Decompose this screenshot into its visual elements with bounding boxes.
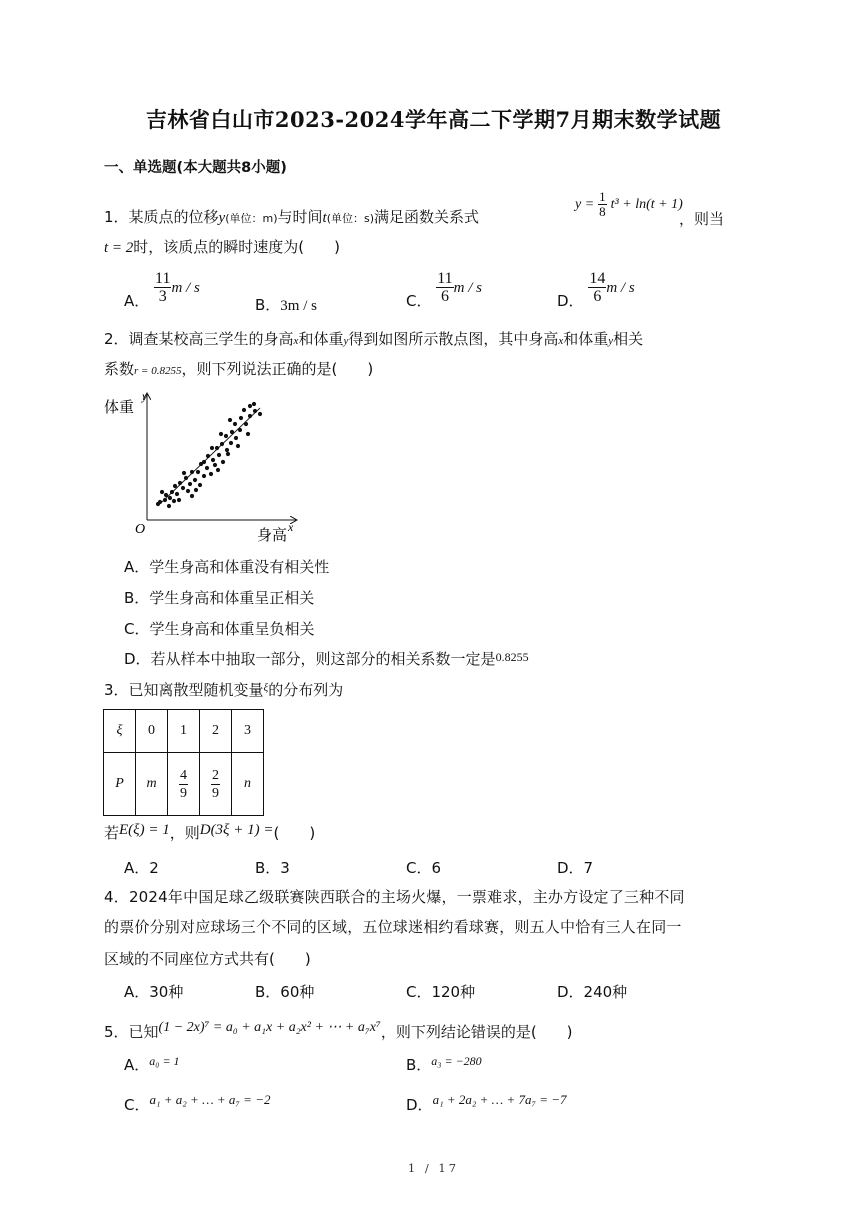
question-4-line-2: 的票价分别对应球场三个不同的区域，五位球迷相约看球赛，则五人中恰有三人在同一 [104,918,682,936]
q1-formula-fraction [598,190,607,219]
q1-text-c: ，则当 [679,210,725,228]
scatter-point [209,472,213,476]
q4-option-b[interactable]: B．60种 [255,983,315,1001]
q2-option-b[interactable]: B．学生身高和体重呈正相关 [124,589,315,607]
scatter-plot-figure [100,388,310,546]
scatter-point [181,486,185,490]
scatter-point [199,462,203,466]
q1-text-b: 满足函数关系式 [374,208,480,226]
option-label: C． [406,292,432,310]
scatter-point [196,470,200,474]
q2-text: 2．调查某校高三学生的身高 [104,330,294,348]
table-row [104,753,264,816]
scatter-point [244,422,248,426]
scatter-point [188,482,192,486]
scatter-points [156,402,262,508]
scatter-point [211,458,215,462]
q2-var-x2: x [558,335,564,347]
question-1-line-1 [104,207,479,229]
fraction-denominator: 8 [599,204,606,219]
fraction-numerator: 1 [599,189,606,204]
scatter-point [239,416,243,420]
q2-var-y2: y [608,335,614,347]
q1-condition: t = 2 [104,240,134,256]
table-cell: 3 [232,710,264,753]
q3-option-b[interactable]: B．3 [255,859,290,877]
q2-var-x: x [293,335,299,347]
scatter-point [215,446,219,450]
scatter-point [224,434,228,438]
fraction-numerator: 14 [589,270,606,287]
scatter-point [221,460,225,464]
question-4-line-1: 4．2024年中国足球乙级联赛陕西联合的主场火爆，一票难求，主办方设定了三种不同 [104,888,685,906]
option-label: A． [124,1056,150,1074]
table-cell [200,753,232,816]
scatter-point [226,452,230,456]
q2-prompt: ，则下列说法正确的是( ) [181,360,374,378]
q1-var-y: y [218,210,226,226]
scatter-point [163,498,167,502]
q2-text-b: 得到如图所示散点图，其中身高 [348,330,559,348]
option-value: 3m / s [280,298,317,314]
question-2-line-1 [104,329,643,351]
q5-option-b[interactable] [406,1054,482,1075]
scatter-point [194,488,198,492]
q1-formula-rhs: t³ + ln(t + 1) [610,197,683,213]
q3-text: 3．已知离散型随机变量 [104,681,264,699]
fraction-numerator: 4 [180,767,187,783]
fraction-numerator: 2 [212,767,219,783]
q1-formula-lhs: y = [575,197,595,213]
scatter-point [193,478,197,482]
option-value: 0.8255 [495,650,529,664]
scatter-point [190,494,194,498]
q2-var-y: y [343,335,349,347]
fraction-denominator: 9 [212,785,219,801]
q2-text-mid2: 和体重 [563,330,609,348]
q2-r-value: r = 0.8255 [134,365,182,377]
option-fraction [588,270,606,305]
scatter-point [248,404,252,408]
table-cell: 2 [200,710,232,753]
scatter-point [202,474,206,478]
scatter-point [238,428,242,432]
scatter-point [172,499,176,503]
question-1-line-2 [104,237,340,258]
q1-text-mid: 与时间 [277,208,323,226]
q2-option-a[interactable]: A．学生身高和体重没有相关性 [124,558,330,576]
q3-variance: D(3ξ + 1) = [199,822,274,838]
table-cell: 0 [136,710,168,753]
cell-fraction [211,767,220,802]
option-label: B． [255,296,281,314]
table-cell: 1 [168,710,200,753]
q4-option-a[interactable]: A．30种 [124,983,184,1001]
scatter-point [213,463,217,467]
option-label: D． [406,1096,433,1114]
q1-unit-s: (单位：s) [326,212,375,225]
table-cell: P [104,753,136,816]
option-label: D． [557,292,584,310]
q3-option-c[interactable]: C．6 [406,859,442,877]
q3-option-d[interactable]: D．7 [557,859,594,877]
q3-expectation: E(ξ) = 1 [119,822,170,838]
scatter-point [236,444,240,448]
option-label: B． [406,1056,432,1074]
q5-option-d[interactable] [406,1094,567,1115]
x-axis-letter: x [288,520,294,534]
scatter-point [248,414,252,418]
option-value: a₃ = −280 [431,1054,482,1068]
distribution-table [103,709,264,816]
q1-option-c[interactable] [406,270,483,310]
scatter-point [234,436,238,440]
scatter-point [228,418,232,422]
scatter-point [173,484,177,488]
q3-text-b: 的分布列为 [268,681,344,699]
scatter-point [178,481,182,485]
q5-prompt: ，则下列结论错误的是( ) [380,1023,573,1041]
option-fraction [436,270,453,305]
table-cell: m [136,753,168,816]
q3-text-then: ，则 [169,824,200,842]
option-unit: m / s [606,280,635,296]
y-axis-letter: y [142,389,148,403]
q1-option-b[interactable] [255,294,317,315]
y-axis-label: 体重 [104,398,135,416]
q1-formula [575,190,683,219]
fraction-denominator: 3 [158,288,167,305]
q1-option-d[interactable] [557,270,635,310]
scatter-point [170,490,174,494]
q1-var-t: t [322,210,327,226]
scatter-point [258,412,262,416]
q4-option-c[interactable]: C．120种 [406,983,476,1001]
q5-option-c[interactable] [124,1094,270,1115]
scatter-point [198,483,202,487]
section-heading: 一、单选题(本大题共8小题) [104,160,287,176]
scatter-point [217,453,221,457]
scatter-point [184,476,188,480]
q3-text-if: 若 [104,824,120,842]
option-text: D．若从样本中抽取一部分，则这部分的相关系数一定是 [124,650,496,668]
scatter-point [156,502,160,506]
fraction-numerator: 11 [155,270,171,287]
q5-text: 5．已知 [104,1023,159,1041]
scatter-point [164,493,168,497]
scatter-point [246,432,250,436]
question-5-line-1 [104,1022,573,1044]
page-number: 1 / 17 [407,1161,460,1175]
fraction-denominator: 9 [180,785,187,801]
fraction-numerator: 11 [437,270,453,287]
scatter-point [219,432,223,436]
scatter-point [205,466,209,470]
table-cell: ξ [104,710,136,753]
option-unit: m / s [171,280,200,296]
q4-option-d[interactable]: D．240种 [557,983,628,1001]
scatter-point [252,402,256,406]
q1-text: 1．某质点的位移 [104,208,219,226]
scatter-point [190,470,194,474]
question-2-line-2 [104,359,373,381]
q1-prompt: 时，该质点的瞬时速度为( ) [133,238,341,256]
scatter-point [175,492,179,496]
q2-option-d[interactable] [124,648,529,669]
q3-option-a[interactable]: A．2 [124,859,159,877]
option-fraction [154,270,171,305]
scatter-point [210,446,214,450]
page-title: 吉林省白山市2023-2024学年高二下学期7月期末数学试题 [145,107,722,132]
scatter-point [182,471,186,475]
scatter-point [168,496,172,500]
q5-formula: (1 − 2x)⁷ = a₀ + a₁x + a₂x² + ⋯ + a₇x⁷ [158,1020,381,1035]
scatter-point [233,422,237,426]
q5-option-a[interactable] [124,1054,180,1075]
scatter-point [167,504,171,508]
origin-label: O [135,522,146,537]
q1-option-a[interactable] [124,270,200,310]
option-value: a₀ = 1 [149,1054,180,1068]
q2-option-c[interactable]: C．学生身高和体重呈负相关 [124,620,315,638]
fraction-denominator: 6 [593,288,602,305]
scatter-point [216,468,220,472]
scatter-point [177,498,181,502]
fraction-denominator: 6 [440,288,449,305]
scatter-point [229,441,233,445]
option-unit: m / s [453,280,483,296]
q3-var-xi: ξ [263,682,269,694]
scatter-point [253,409,257,413]
table-cell [168,753,200,816]
x-axis-label: 身高 [257,526,288,544]
q3-prompt: ( ) [273,824,316,842]
option-label: A． [124,292,150,310]
table-cell: n [232,753,264,816]
q1-unit-m: (单位：m) [225,212,278,225]
q2-text-c: 相关 [613,330,644,348]
question-4-line-3: 区域的不同座位方式共有( ) [104,950,311,968]
option-value: a₁ + a₂ + … + a₇ = −2 [149,1092,271,1107]
scatter-point [242,408,246,412]
scatter-point [220,442,224,446]
cell-fraction [179,767,188,802]
scatter-point [225,448,229,452]
scatter-point [186,489,190,493]
q2-text-mid: 和体重 [298,330,344,348]
option-label: C． [124,1096,150,1114]
scatter-point [160,490,164,494]
scatter-point [206,454,210,458]
question-3-line-1 [104,680,343,702]
table-row [104,710,264,753]
question-3-condition [104,823,315,844]
scatter-point [230,430,234,434]
option-value: a₁ + 2a₂ + … + 7a₇ = −7 [432,1092,567,1107]
q2-text-coef: 系数 [104,360,135,378]
